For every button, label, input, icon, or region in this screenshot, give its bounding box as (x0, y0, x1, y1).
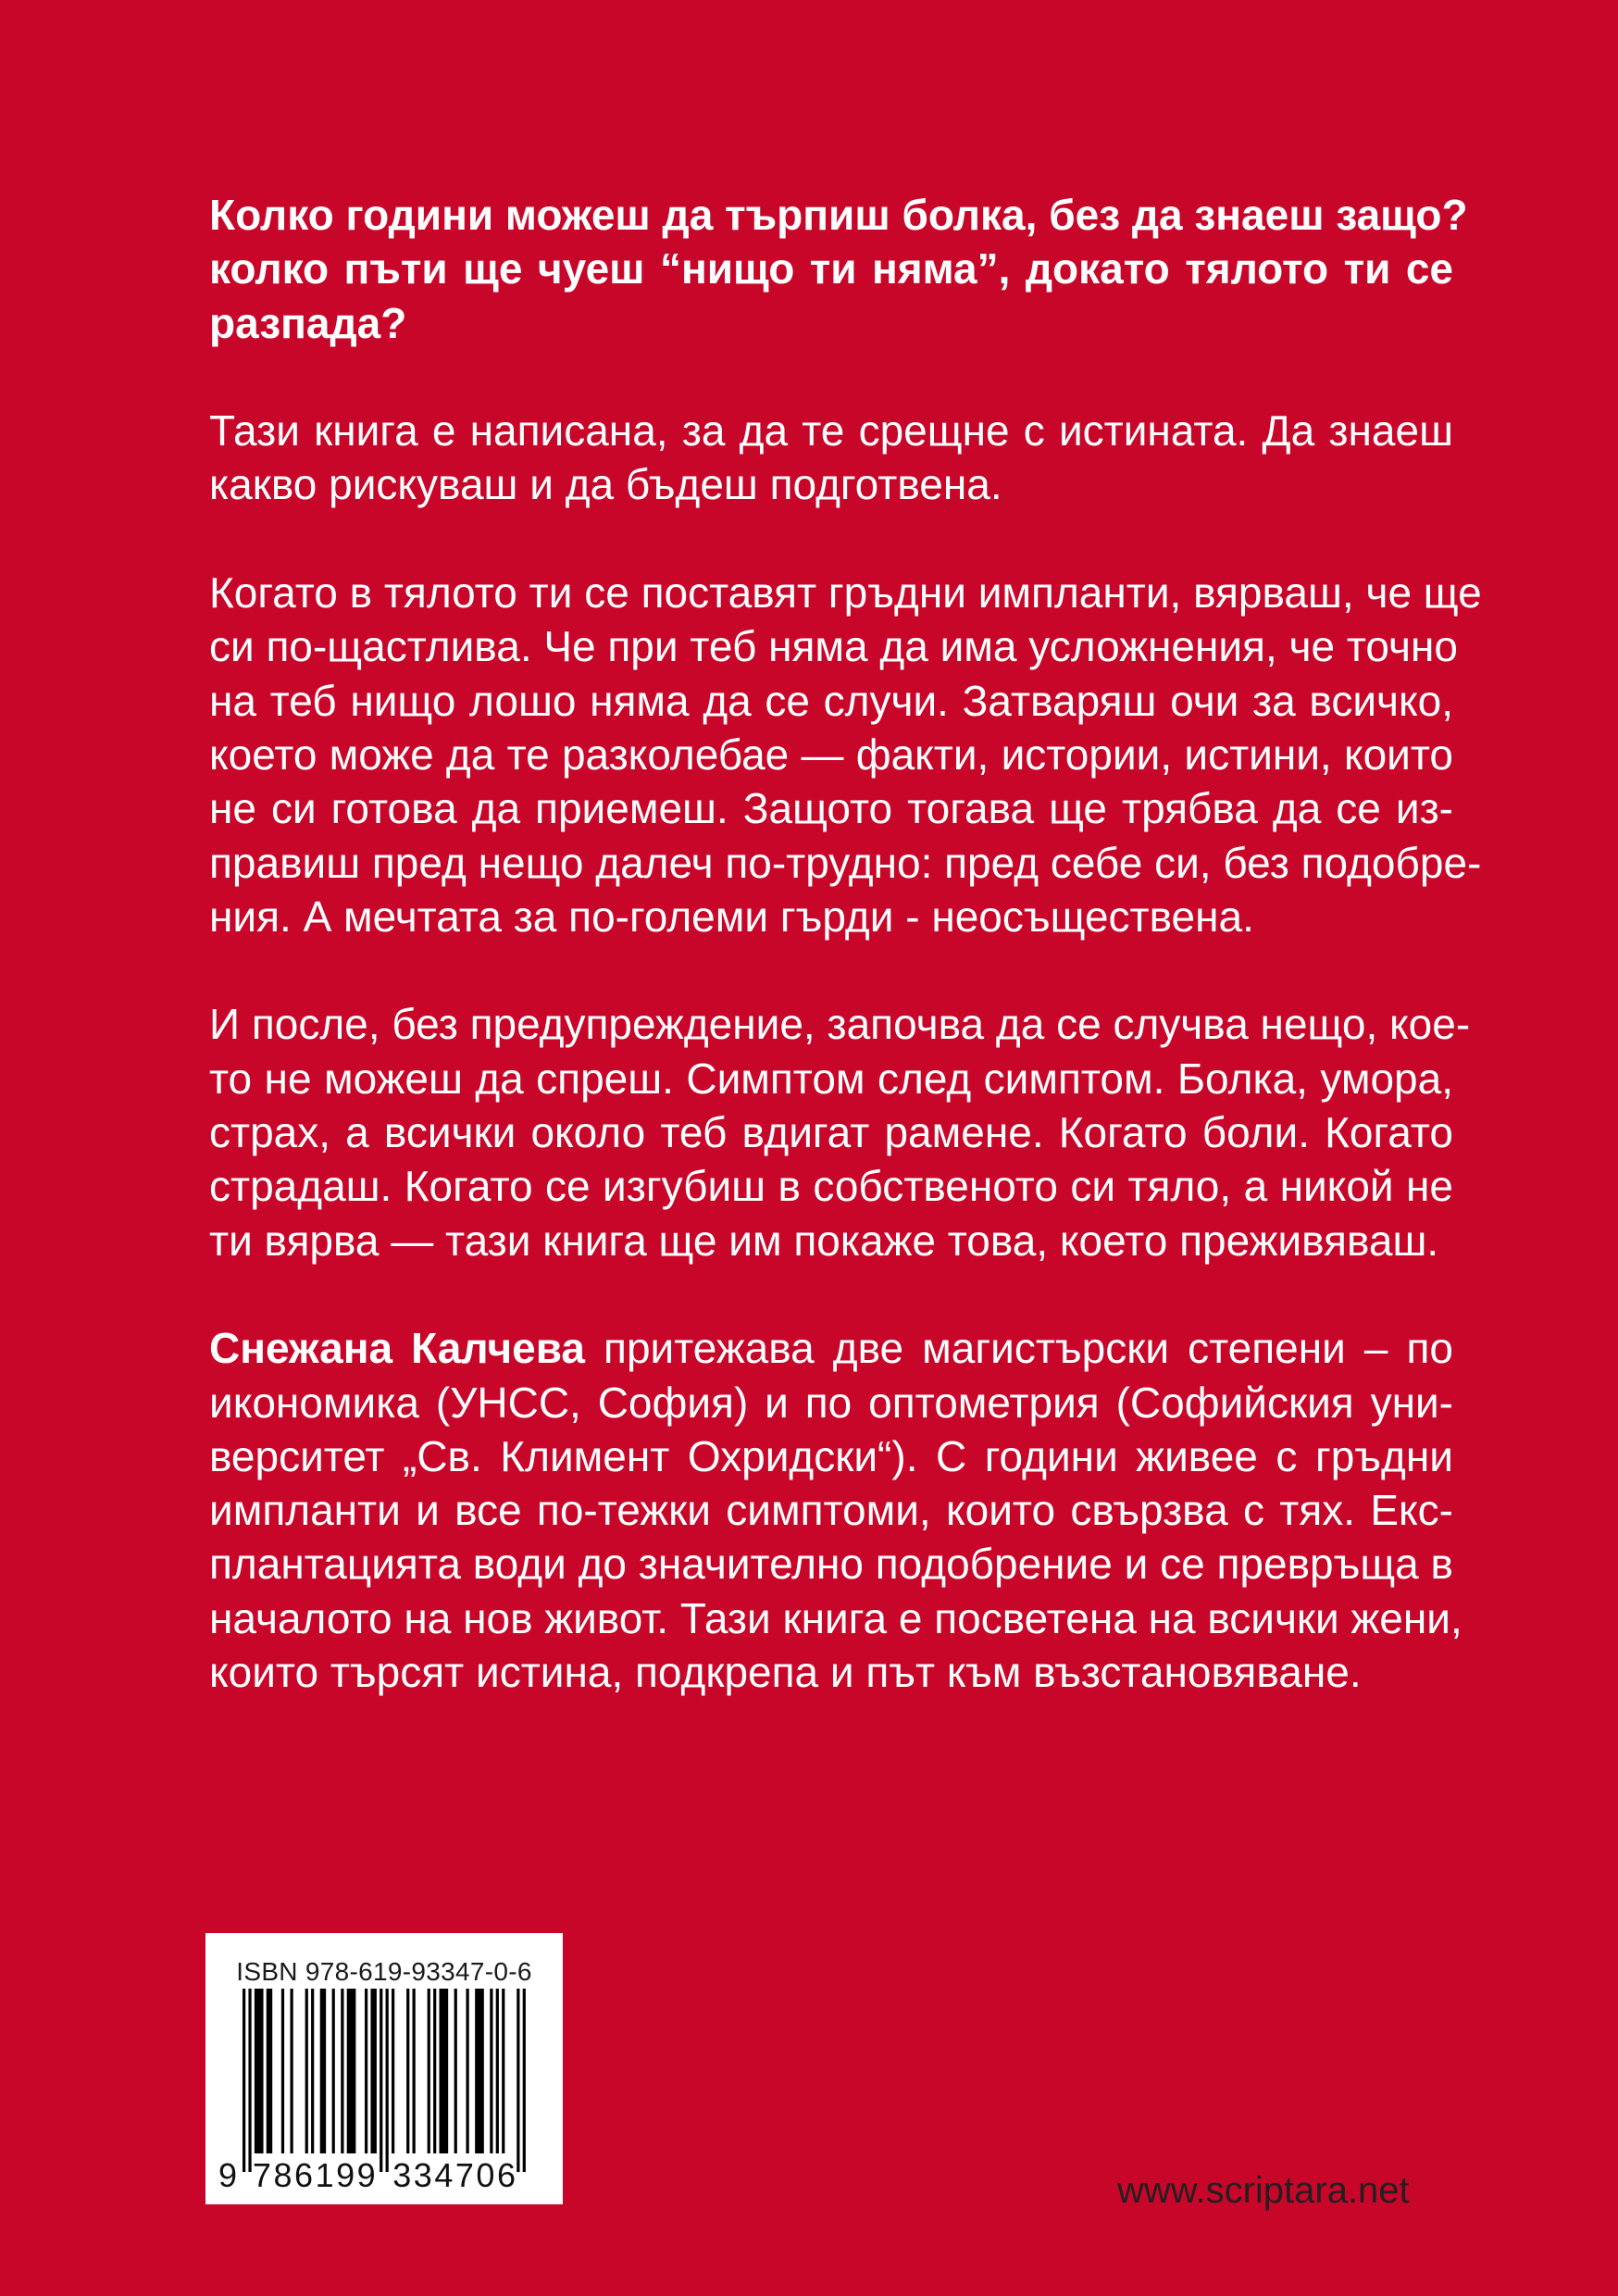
barcode-bar (428, 1989, 430, 2153)
barcode-bar (467, 1989, 469, 2153)
barcode-guard-bar (248, 1989, 251, 2172)
text-line: какво рискуваш и да бъдеш подготвена. (209, 460, 1002, 509)
barcode-bar (305, 1989, 308, 2153)
barcode-bar (406, 1989, 409, 2153)
barcode-digit-right: 6 (496, 2156, 517, 2194)
barcode-guard-bar (243, 1989, 245, 2172)
text-line: плантацията води до значително подобрение и се превръща в (209, 1540, 1453, 1589)
barcode-digit-left: 9 (336, 2156, 355, 2194)
barcode-guard-bar (386, 1989, 389, 2172)
barcode-bar (413, 1989, 416, 2153)
barcode-bar (320, 1989, 326, 2153)
symptoms-paragraph (209, 997, 1471, 1267)
barcode-digit-left: 7 (252, 2156, 271, 2194)
barcode-digit-left: 6 (293, 2156, 314, 2194)
barcode-guard-bar (523, 1989, 526, 2172)
author-name: Снежана Калчева (209, 1324, 585, 1373)
barcode-bar (267, 1989, 272, 2153)
text-line: Тази книга е написана, за да те срещне с истината. Да знаеш (209, 406, 1453, 455)
text-line: ния. А мечтата за по-големи гърди - неосъществена. (209, 892, 1254, 941)
text-line: ти вярва — тази книга ще им покаже това, което преживяваш. (209, 1216, 1439, 1265)
publisher-website: www.scriptara.net (1117, 2170, 1410, 2211)
barcode-guard-bar (517, 1989, 519, 2172)
barcode-digit-right: 3 (413, 2156, 432, 2194)
blurb-text-block (209, 188, 1482, 1753)
barcode-digit-right: 0 (476, 2156, 495, 2194)
ean13-barcode (205, 1933, 563, 2204)
barcode-bar (475, 1989, 484, 2153)
barcode-bar (392, 1989, 394, 2153)
text-line: началото на нов живот. Тази книга е посветена на всички жени, (209, 1593, 1462, 1642)
barcode-bar (255, 1989, 264, 2153)
text-line: импланти и все по-тежки симптоми, които свързва с тях. Екс- (209, 1486, 1453, 1535)
text-line: не си готова да приемеш. Защото тогава ще трябва да се из- (209, 784, 1453, 833)
barcode-bar (341, 1989, 343, 2153)
barcode-digit-right: 3 (392, 2156, 412, 2194)
text-line: си по-щастлива. Че при теб няма да има усложнения, че точно (209, 622, 1458, 671)
implants-paragraph (209, 566, 1482, 943)
barcode-bar (496, 1989, 499, 2153)
text-line: разпада? (209, 298, 407, 347)
isbn-barcode (205, 1933, 563, 2204)
barcode-bar (281, 1989, 284, 2153)
barcode-digit-left: 8 (273, 2156, 292, 2194)
barcode-bar (490, 1989, 492, 2153)
barcode-bar (291, 1989, 293, 2153)
text-line: верситет „Св. Климент Охридски“). С години живее с гръдни (209, 1431, 1453, 1480)
barcode-bar (454, 1989, 457, 2153)
barcode-bar (433, 1989, 436, 2153)
text-line: Когато в тялото ти се поставят гръдни импланти, вярваш, че ще (209, 568, 1482, 618)
text-line: страх, а всички около теб вдигат рамене. Когато боли. Когато (209, 1108, 1453, 1157)
text-line (209, 1321, 1453, 1375)
lead-question-paragraph (209, 188, 1468, 350)
barcode-bar (502, 1989, 504, 2153)
barcode-digit-right: 7 (454, 2156, 474, 2194)
text-line: Колко години можеш да търпиш болка, без да знаеш защо? (209, 191, 1468, 239)
text-line: правиш пред нещо далеч по-трудно: пред себе си, без подобре- (209, 838, 1482, 887)
author-bio-first-line: притежава две магистърски степени – по (585, 1324, 1453, 1373)
text-line: на теб нищо лошо няма да се случи. Затваряш очи за всичко, (209, 676, 1453, 725)
barcode-bar (370, 1989, 376, 2153)
barcode-bar (311, 1989, 314, 2153)
barcode-digit-first: 9 (218, 2156, 238, 2194)
barcode-bar (332, 1989, 335, 2153)
text-line: които търсят истина, подкрепа и път към възстановяване. (209, 1648, 1362, 1697)
barcode-digit-right: 4 (434, 2156, 454, 2194)
barcode-guard-bar (380, 1989, 382, 2172)
text-line: което може да те разколебае — факти, истории, истини, които (209, 730, 1453, 779)
text-line: страдаш. Когато се изгубиш в собственото си тяло, а никой не (209, 1162, 1453, 1211)
barcode-bar (365, 1989, 367, 2153)
text-line: И после, без предупреждение, започва да се случва нещо, кое- (209, 1000, 1471, 1049)
author-bio-paragraph (209, 1321, 1462, 1699)
barcode-digit-left: 9 (356, 2156, 376, 2194)
text-line: икономика (УНСС, София) и по оптометрия (Софийския уни- (209, 1378, 1453, 1427)
barcode-bar (440, 1989, 449, 2153)
purpose-paragraph (209, 404, 1453, 512)
text-line: колко пъти ще чуеш “нищо ти няма”, докато тялото ти се (209, 244, 1453, 293)
barcode-bar (347, 1989, 356, 2153)
barcode-digit-left: 1 (315, 2156, 334, 2194)
text-line: то не можеш да спреш. Симптом след симптом. Болка, умора, (209, 1054, 1453, 1103)
isbn-label: ISBN 978-619-93347-0-6 (236, 1957, 532, 1986)
